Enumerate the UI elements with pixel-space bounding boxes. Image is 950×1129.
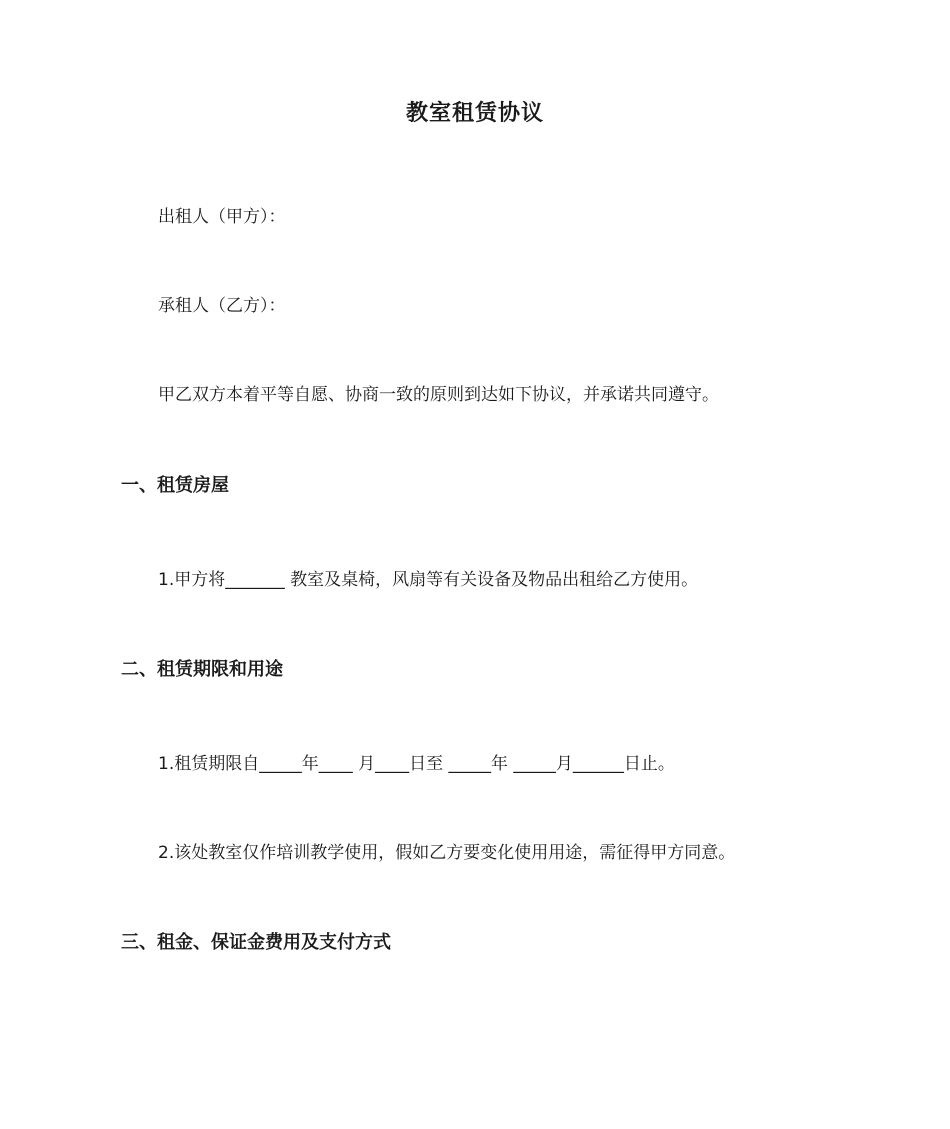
clause-2-1: 1.租赁期限自_____年____ 月____日至 _____年 _____月______日止。 xyxy=(158,754,675,774)
intro-paragraph: 甲乙双方本着平等自愿、协商一致的原则到达如下协议，并承诺共同遵守。 xyxy=(158,385,719,405)
lessor-line: 出租人（甲方）： xyxy=(158,207,286,227)
lessee-line: 承租人（乙方）： xyxy=(158,296,286,316)
section-heading-term-and-use: 二、租赁期限和用途 xyxy=(121,659,283,680)
section-heading-rental-premises: 一、租赁房屋 xyxy=(121,475,229,496)
clause-2-2: 2.该处教室仅作培训教学使用，假如乙方要变化使用用途，需征得甲方同意。 xyxy=(158,843,736,863)
document-title: 教室租赁协议 xyxy=(405,101,544,126)
clause-1-1: 1.甲方将_______ 教室及桌椅，风扇等有关设备及物品出租给乙方使用。 xyxy=(158,570,699,590)
section-heading-rent-deposit-payment: 三、租金、保证金费用及支付方式 xyxy=(121,932,391,953)
